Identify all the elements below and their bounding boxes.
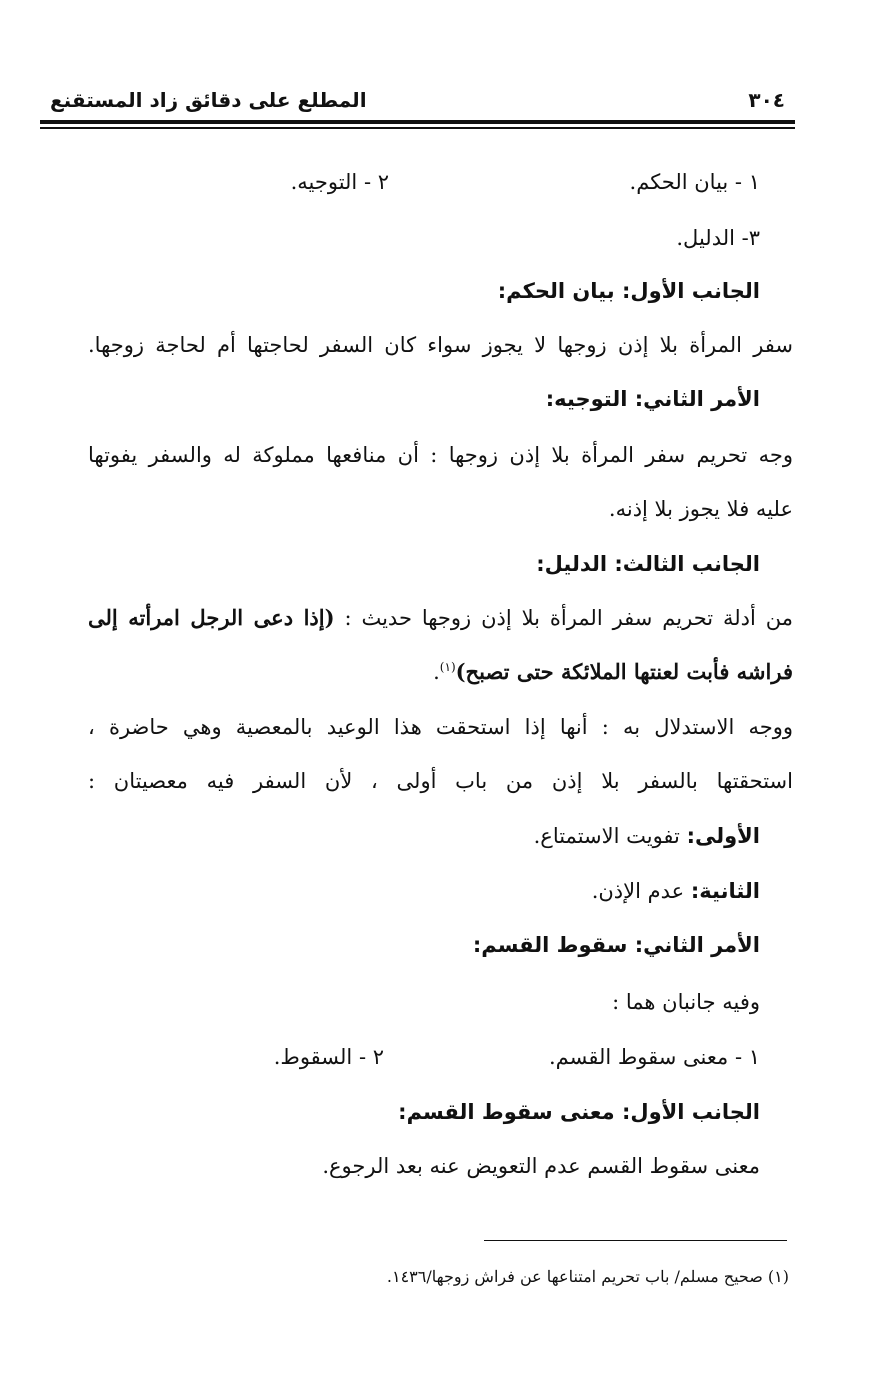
paragraph-line	[88, 603, 793, 633]
list-item-3: ٣- الدليل.	[676, 226, 760, 250]
section-heading: الأمر الثاني: سقوط القسم:	[472, 933, 760, 957]
paragraph-line: سفر المرأة بلا إذن زوجها لا يجوز سواء كان السفر لحاجتها أم لحاجة زوجها.	[88, 333, 793, 357]
item-text: عدم الإذن.	[591, 879, 691, 903]
list-item	[534, 821, 760, 851]
item-label: الثانية:	[690, 879, 760, 903]
paragraph-line: وفيه جانبان هما :	[612, 990, 760, 1014]
hadith-text: (إذا دعى الرجل امرأته إلى	[88, 605, 335, 630]
section-heading: الجانب الأول: بيان الحكم:	[497, 279, 760, 303]
header-rule-thin	[40, 127, 795, 129]
paragraph-text: .	[433, 660, 440, 684]
section-heading: الجانب الأول: معنى سقوط القسم:	[398, 1100, 760, 1124]
list-item	[592, 876, 760, 906]
page-number: ٣٠٤	[748, 88, 785, 112]
footnote-rule	[484, 1240, 787, 1241]
list-item-2: ٢ - التوجيه.	[290, 170, 389, 194]
paragraph-line: معنى سقوط القسم عدم التعويض عنه بعد الرجوع.	[322, 1154, 760, 1178]
list-item-1: ١ - معنى سقوط القسم.	[548, 1045, 760, 1069]
footnote: (١) صحيح مسلم/ باب تحريم امتناعها عن فراش زوجها/١٤٣٦.	[386, 1267, 789, 1286]
running-title: المطلع على دقائق زاد المستقنع	[50, 88, 367, 112]
page-header	[40, 78, 795, 118]
footnote-marker: (١)	[439, 660, 456, 674]
section-heading: الأمر الثاني: التوجيه:	[545, 387, 760, 411]
header-rule-thick	[40, 120, 795, 124]
paragraph-line: عليه فلا يجوز بلا إذنه.	[608, 497, 793, 521]
paragraph-line: ووجه الاستدلال به : أنها إذا استحقت هذا الوعيد بالمعصية وهي حاضرة ،	[88, 715, 793, 739]
list-item-2: ٢ - السقوط.	[273, 1045, 384, 1069]
item-label: الأولى:	[686, 824, 760, 848]
list-item-1: ١ - بيان الحكم.	[629, 170, 760, 194]
item-text: تفويت الاستمتاع.	[533, 824, 687, 848]
paragraph-line	[433, 657, 793, 687]
section-heading: الجانب الثالث: الدليل:	[536, 552, 760, 576]
paragraph-text: من أدلة تحريم سفر المرأة بلا إذن زوجها حديث :	[334, 606, 793, 630]
hadith-text: فراشه فأبت لعنتها الملائكة حتى تصبح)	[455, 659, 793, 684]
paragraph-line: وجه تحريم سفر المرأة بلا إذن زوجها : أن منافعها مملوكة له والسفر يفوتها	[88, 443, 793, 467]
paragraph-line: استحقتها بالسفر بلا إذن من باب أولى ، لأن السفر فيه معصيتان :	[88, 769, 793, 793]
